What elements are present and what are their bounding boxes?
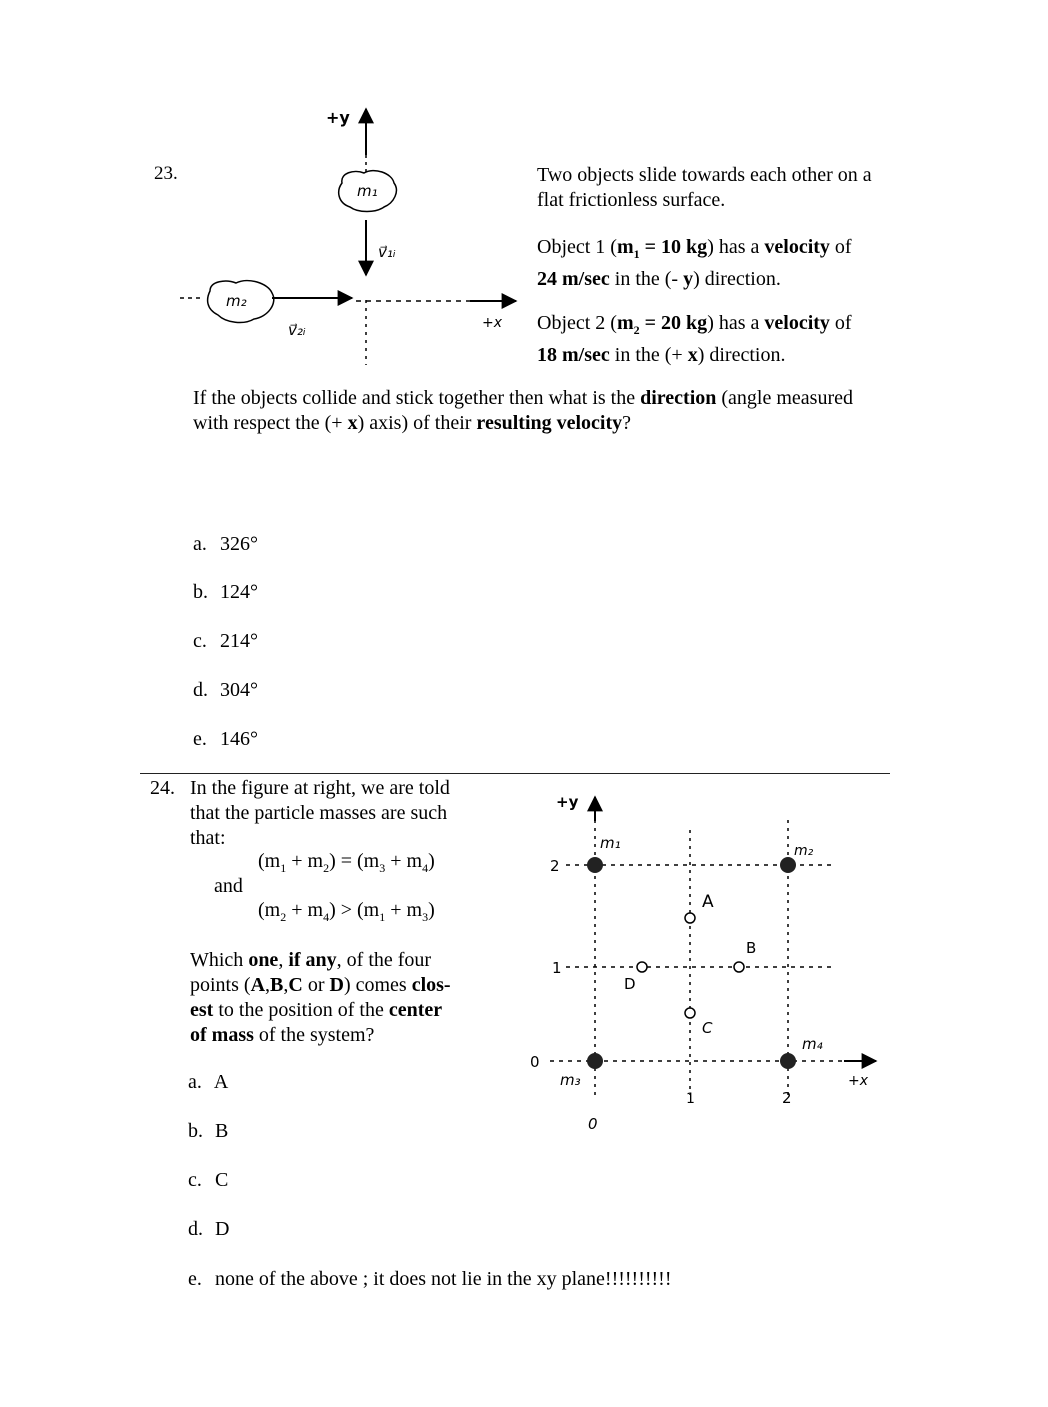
q24-intro-line3: that: bbox=[190, 827, 226, 849]
q23-object2 bbox=[537, 311, 852, 368]
q24-question-line2: points (A,B,C or D) comes clos- bbox=[190, 974, 451, 996]
q24-x-axis-label: +x bbox=[848, 1073, 869, 1089]
q23-object1-line2: 24 m/sec in the (- y) direction. bbox=[537, 268, 781, 290]
q24-mass2 bbox=[780, 857, 796, 873]
q24-point-a-label: A bbox=[702, 892, 714, 912]
q23-mass2-label: m₂ bbox=[226, 292, 247, 310]
q23-v1-label: v⃗₁ᵢ bbox=[378, 243, 396, 261]
q23-figure bbox=[170, 95, 530, 370]
q23-mass1-label: m₁ bbox=[357, 182, 378, 200]
q23-question-line1: If the objects collide and stick together then what is the direction (angle measured bbox=[193, 387, 853, 409]
q24-m3-label: m₃ bbox=[560, 1071, 581, 1089]
q23-question bbox=[193, 386, 853, 436]
q24-figure bbox=[520, 785, 890, 1140]
q24-choice-d[interactable]: d. D bbox=[188, 1218, 230, 1240]
q23-choice-c[interactable]: c. 214° bbox=[193, 630, 258, 652]
q24-point-d-label: D bbox=[624, 975, 636, 993]
q24-choice-c[interactable]: c. C bbox=[188, 1169, 229, 1191]
q24-x-tick-0: 0 bbox=[588, 1115, 598, 1133]
q24-point-b-label: B bbox=[746, 939, 757, 957]
q24-m4-label: m₄ bbox=[802, 1035, 823, 1053]
q23-intro-line1: Two objects slide towards each other on a bbox=[537, 164, 872, 186]
q24-choice-e[interactable]: e. none of the above ; it does not lie in the xy plane!!!!!!!!!! bbox=[188, 1268, 672, 1290]
q24-m2-label: m₂ bbox=[794, 843, 814, 859]
q24-x-tick-1: 1 bbox=[686, 1091, 695, 1107]
q23-x-axis-label: +x bbox=[482, 315, 503, 331]
q24-and: and bbox=[214, 875, 243, 897]
q24-point-c bbox=[685, 1008, 695, 1018]
q24-y-tick-2: 2 bbox=[550, 857, 560, 875]
q24-point-a bbox=[685, 913, 695, 923]
q23-choice-a[interactable]: a. 326° bbox=[193, 533, 258, 555]
q24-equation1: $(m_1 + m_2) = (m_3 + m_4)$ bbox=[258, 850, 435, 875]
q23-object2-line2: 18 m/sec in the (+ x) direction. bbox=[537, 344, 786, 366]
q24-question-line1: Which one, if any, of the four bbox=[190, 949, 432, 971]
q24-choice-a[interactable]: a. A bbox=[188, 1071, 229, 1093]
q24-point-c-label: C bbox=[702, 1019, 713, 1037]
q23-choice-e[interactable]: e. 146° bbox=[193, 728, 258, 750]
q23-v2-label: v⃗₂ᵢ bbox=[288, 321, 306, 339]
q23-object1 bbox=[537, 235, 852, 292]
q23-number: 23. bbox=[154, 163, 178, 184]
q24-mass1 bbox=[587, 857, 603, 873]
q23-choice-b[interactable]: b. 124° bbox=[193, 581, 258, 603]
q23-object1-line1: Object 1 ($m_1 = 10$ kg) has a velocity of bbox=[537, 236, 852, 261]
question-divider bbox=[140, 773, 890, 774]
q24-intro bbox=[190, 776, 450, 851]
q24-mass3 bbox=[587, 1053, 603, 1069]
q24-question-line4: of mass of the system? bbox=[190, 1024, 375, 1046]
q24-y-tick-1: 1 bbox=[552, 959, 562, 977]
q23-y-axis-label: +y bbox=[326, 108, 350, 127]
q24-x-tick-2: 2 bbox=[782, 1089, 792, 1107]
q24-equation2: $(m_2 + m_4) > (m_1 + m_3)$ bbox=[258, 899, 435, 924]
q23-question-line2: with respect the (+ x) axis) of their resulting velocity? bbox=[193, 412, 632, 434]
q23-intro-line2: flat frictionless surface. bbox=[537, 189, 726, 211]
q24-m1-label: m₁ bbox=[600, 834, 621, 852]
q23-object2-line1: Object 2 ($m_2 = 20$ kg) has a velocity of bbox=[537, 312, 852, 337]
q24-question bbox=[190, 948, 451, 1048]
q23-intro bbox=[537, 163, 872, 213]
q24-question-line3: est to the position of the center bbox=[190, 999, 443, 1021]
q24-intro-line1: In the figure at right, we are told bbox=[190, 777, 450, 799]
q24-point-b bbox=[734, 962, 744, 972]
q24-point-d bbox=[637, 962, 647, 972]
q23-choice-d[interactable]: d. 304° bbox=[193, 679, 258, 701]
q24-mass4 bbox=[780, 1053, 796, 1069]
q24-number: 24. bbox=[150, 777, 175, 799]
q24-intro-line2: that the particle masses are such bbox=[190, 802, 448, 824]
q24-y-tick-0: 0 bbox=[530, 1053, 540, 1071]
q24-y-axis-label: +y bbox=[556, 793, 579, 811]
q24-choice-b[interactable]: b. B bbox=[188, 1120, 229, 1142]
